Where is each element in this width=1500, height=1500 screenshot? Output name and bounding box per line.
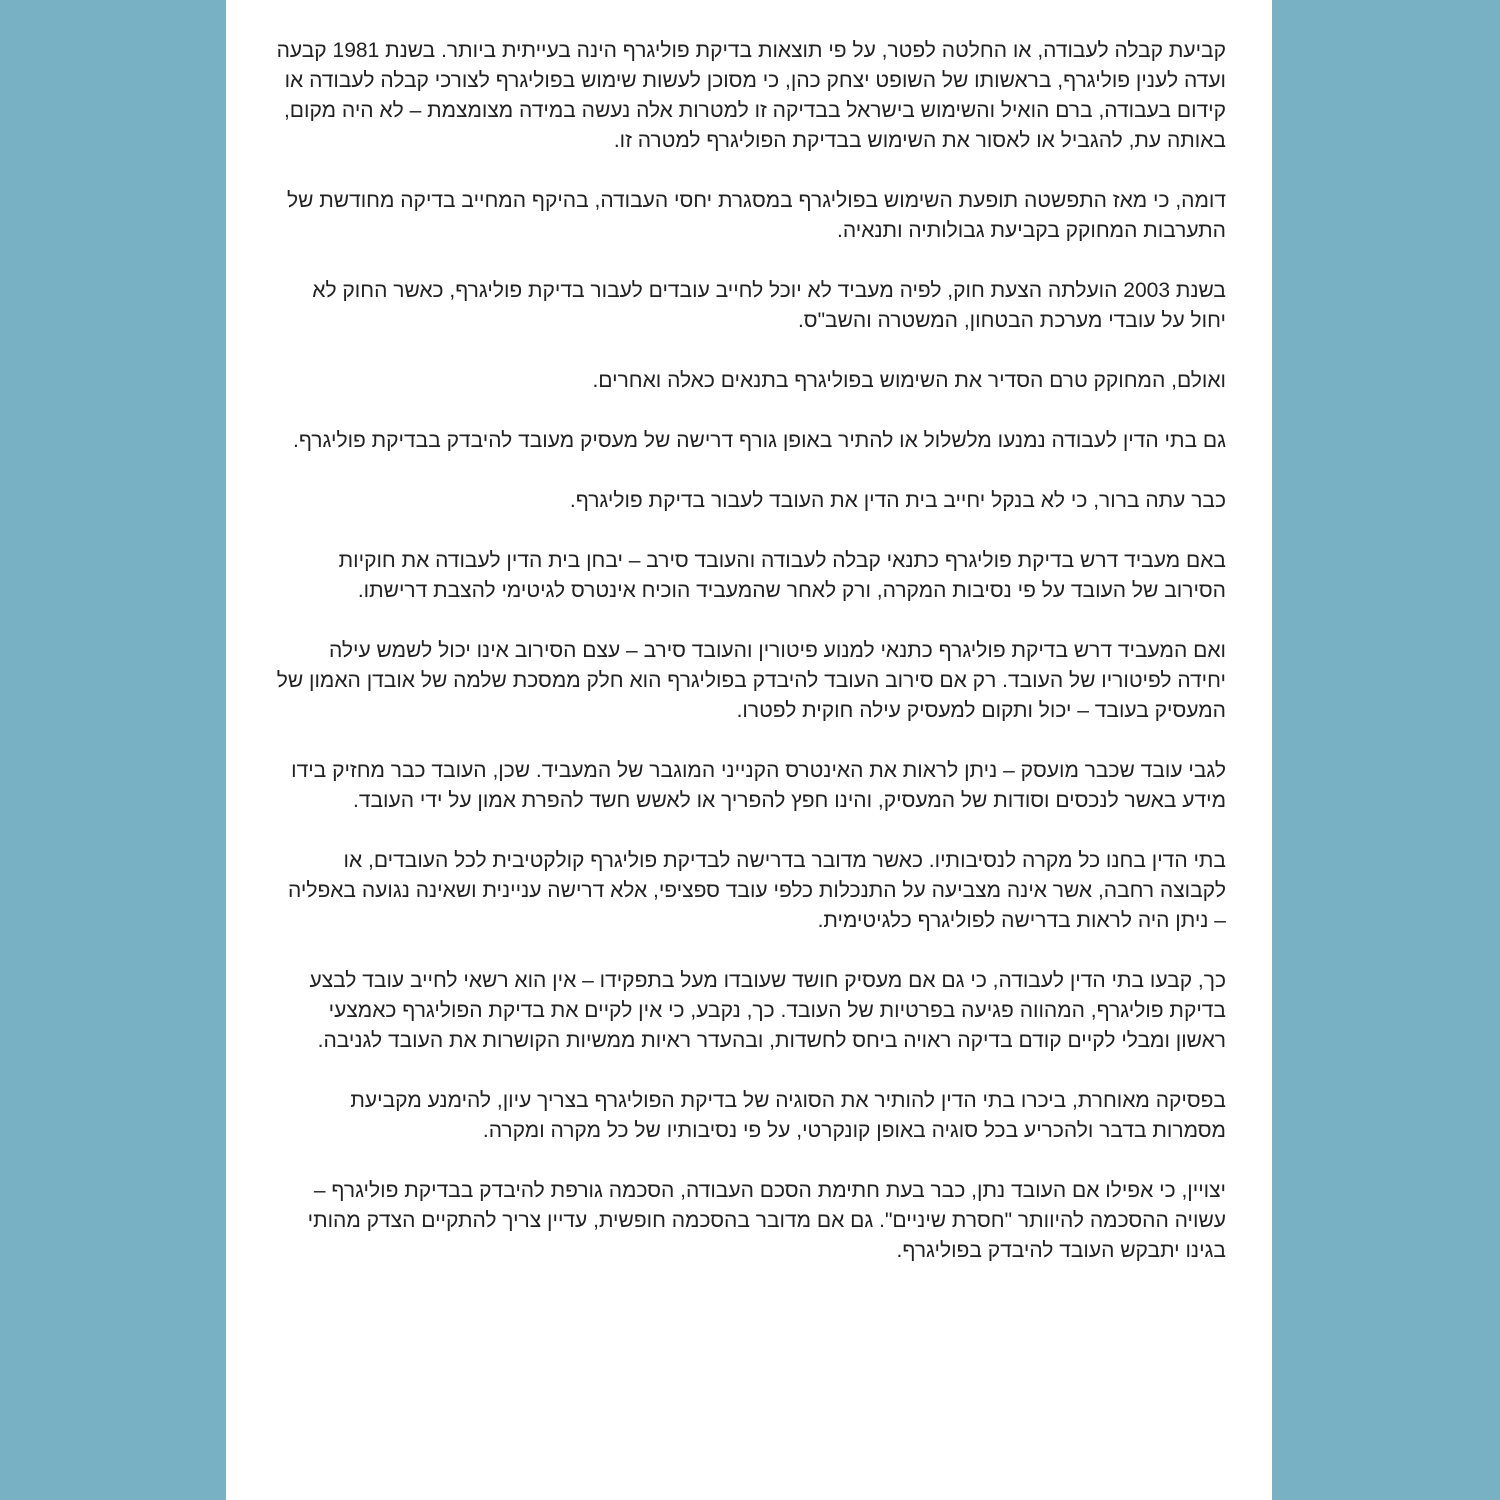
paragraph-9: לגבי עובד שכבר מועסק – ניתן לראות את האינטרס הקנייני המוגבר של המעביד. שכן, העובד כבר מחזיק בידו מידע באשר לנכסים וסודות של המעסיק, והינו חפץ להפריך או לאשש חשד להפרת אמון על ידי העובד. xyxy=(291,759,1226,812)
paragraph-3: בשנת 2003 הועלתה הצעת חוק, לפיה מעביד לא יוכל לחייב עובדים לעבור בדיקת פוליגרף, כאשר החוק לא יחול על עובדי מערכת הבטחון, המשטרה והשב"ס. xyxy=(312,279,1226,332)
paragraph-2: דומה, כי מאז התפשטה תופעת השימוש בפוליגרף במסגרת יחסי העבודה, בהיקף המחייב בדיקה מחודשת של התערבות המחוקק בקביעת גבולותיה ותנאיה. xyxy=(286,189,1226,242)
paragraph-7: באם מעביד דרש בדיקת פוליגרף כתנאי קבלה לעבודה והעובד סירב – יבחן בית הדין לעבודה את חוקיות הסירוב של העובד על פי נסיבות המקרה, ורק לאחר שהמעביד הוכיח אינטרס לגיטימי להצבת דרישתו. xyxy=(338,549,1226,602)
paragraph-12: בפסיקה מאוחרת, ביכרו בתי הדין להותיר את הסוגיה של בדיקת הפוליגרף בצריך עיון, להימנע מקביעת מסמרות בדבר ולהכריע בכל סוגיה באופן קונקרטי, על פי נסיבותיו של כל מקרה ומקרה. xyxy=(350,1089,1226,1142)
document-page xyxy=(226,0,1272,1500)
paragraph-5: גם בתי הדין לעבודה נמנעו מלשלול או להתיר באופן גורף דרישה של מעסיק מעובד להיבדק בבדיקת פוליגרף. xyxy=(293,429,1226,452)
document-body xyxy=(276,36,1226,1266)
paragraph-4: ואולם, המחוקק טרם הסדיר את השימוש בפוליגרף בתנאים כאלה ואחרים. xyxy=(592,369,1226,392)
paragraph-8: ואם המעביד דרש בדיקת פוליגרף כתנאי למנוע פיטורין והעובד סירב – עצם הסירוב אינו יכול לשמש עילה יחידה לפיטוריו של העובד. רק אם סירוב העובד להיבדק בפוליגרף הוא חלק ממסכת שלמה של אובדן האמון של המעסיק בעובד – יכול ותקום למעסיק עילה חוקית לפטרו. xyxy=(276,639,1226,722)
paragraph-10: בתי הדין בחנו כל מקרה לנסיבותיו. כאשר מדובר בדרישה לבדיקת פוליגרף קולקטיבית לכל העובדים, או לקבוצה רחבה, אשר אינה מצביעה על התנכלות כלפי עובד ספציפי, אלא דרישה עניינית ושאינה נגועה באפליה – ניתן היה לראות בדרישה לפוליגרף כלגיטימית. xyxy=(287,849,1226,932)
paragraph-13: יצויין, כי אפילו אם העובד נתן, כבר בעת חתימת הסכם העבודה, הסכמה גורפת להיבדק בבדיקת פוליגרף – עשויה ההסכמה להיוותר "חסרת שיניים". גם אם מדובר בהסכמה חופשית, עדיין צריך להתקיים הצדק מהותי בגינו יתבקש העובד להיבדק בפוליגרף. xyxy=(307,1179,1226,1262)
paragraph-11: כך, קבעו בתי הדין לעבודה, כי גם אם מעסיק חושד שעובדו מעל בתפקידו – אין הוא רשאי לחייב עובד לבצע בדיקת פוליגרף, המהווה פגיעה בפרטיות של העובד. כך, נקבע, כי אין לקיים את בדיקת הפוליגרף כאמצעי ראשון ומבלי לקיים קודם בדיקה ראויה ביחס לחשדות, ובהעדר ראיות ממשיות הקושרות את העובד לגניבה. xyxy=(309,969,1226,1052)
paragraph-6: כבר עתה ברור, כי לא בנקל יחייב בית הדין את העובד לעבור בדיקת פוליגרף. xyxy=(569,489,1226,512)
paragraph-1: קביעת קבלה לעבודה, או החלטה לפטר, על פי תוצאות בדיקת פוליגרף הינה בעייתית ביותר. בשנת 1981 קבעה ועדה לענין פוליגרף, בראשותו של השופט יצחק כהן, כי מסוכן לעשות שימוש בפוליגרף לצורכי קבלה לעבודה או קידום בעבודה, ברם הואיל והשימוש בישראל בבדיקה זו למטרות אלה נעשה במידה מצומצמת – לא היה מקום, באותה עת, להגביל או לאסור את השימוש בבדיקת הפוליגרף למטרה זו. xyxy=(276,39,1226,152)
